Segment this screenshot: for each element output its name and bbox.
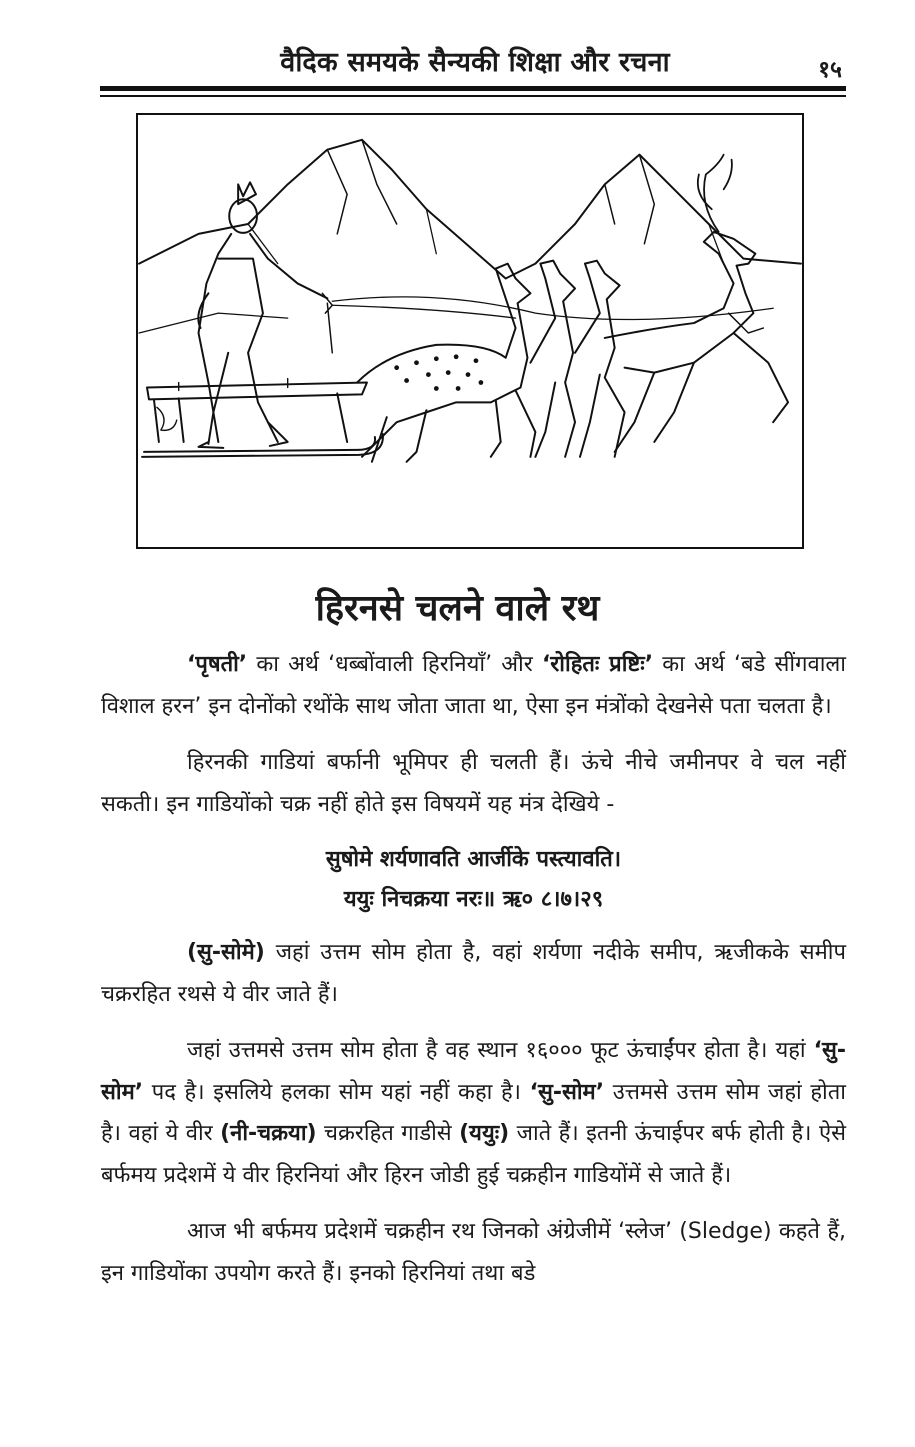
term-rohita-prashti: ‘रोहितः प्रष्टिः’	[541, 652, 654, 677]
verse-line-2: ययुः निचक्रया नरः॥ ऋ० ८।७।२९	[343, 887, 604, 912]
term-su-some: (सु-सोमे)	[187, 940, 265, 965]
paragraph-5	[101, 1211, 846, 1294]
body-text	[101, 644, 846, 1309]
term-prishati: ‘पृषती’	[187, 652, 248, 677]
deer-sledge-illustration	[136, 113, 804, 549]
mountains-illustration	[139, 140, 801, 333]
term-ni-chakraya: (नी-चक्रया)	[220, 1121, 317, 1146]
running-header	[100, 40, 850, 83]
paragraph-3	[101, 932, 846, 1015]
running-title: वैदिक समयके सैन्यकी शिक्षा और रचना	[280, 47, 670, 78]
term-su-soma: ‘सु-सोम’	[101, 1038, 846, 1105]
antlered-stag	[605, 155, 788, 452]
paragraph-text: उत्तमसे उत्तम सोम जहां होता है। वहां ये वीर	[101, 1079, 846, 1146]
paragraph-1	[101, 644, 846, 727]
spotted-deer	[357, 264, 535, 462]
sledge	[142, 379, 383, 457]
paragraph-4	[101, 1030, 846, 1196]
paragraph-text: का अर्थ ‘बडे सींगवाला विशाल हरन’ इन दोनोंको रथोंके साथ जोता जाता था, ऐसा इन मंत्रोंको देखनेसे पता चलता है।	[101, 652, 847, 719]
warrior-figure	[198, 182, 332, 448]
paragraph-text: आज भी बर्फमय प्रदेशमें चक्रहीन रथ जिनको अंग्रेजीमें ‘स्लेज’ (Sledge) कहते हैं, इन गाडियोंका उपयोग करते हैं। इनको हिरनियां तथा बडे	[101, 1219, 846, 1286]
paragraph-text: पद है। इसलिये हलका सोम यहां नहीं कहा है।	[143, 1079, 530, 1105]
paragraph-text: जहां उत्तमसे उत्तम सोम होता है वह स्थान १६००० फूट ऊंचाईंपर होता है। यहां	[187, 1038, 814, 1063]
paragraph-text: चक्ररहित गाडीसे	[316, 1121, 460, 1146]
paragraph-text: जहां उत्तम सोम होता है, वहां शर्यणा नदीके समीप, ऋजीकके समीप चक्ररहित रथसे ये वीर जाते हैं।	[101, 940, 846, 1007]
term-yayuh: (ययुः)	[459, 1121, 510, 1146]
section-heading: हिरनसे चलने वाले रथ	[315, 588, 600, 629]
mantra-verse	[101, 840, 846, 920]
term-su-soma-2: ‘सु-सोम’	[529, 1079, 605, 1105]
paragraph-2	[101, 742, 846, 825]
paragraph-text: हिरनकी गाडियां बर्फानी भूमिपर ही चलती हैं। ऊंचे नीचे जमीनपर वे चल नहीं सकती। इन गाडियोंको चक्र नहीं होते इस विषयमें यह मंत्र देखिये -	[101, 750, 846, 817]
page-number: १५	[818, 57, 842, 83]
header-rule-thin	[100, 95, 846, 97]
verse-line-1: सुषोमे शर्यणावति आर्जीके पस्त्यावति।	[325, 847, 622, 872]
paragraph-text: का अर्थ ‘धब्बोंवाली हिरनियाँ’ और	[247, 652, 542, 677]
header-rule-thick	[100, 86, 846, 91]
paragraph-text: जाते हैं। इतनी ऊंचाईपर बर्फ होती है। ऐसे बर्फमय प्रदेशमें ये वीर हिरनियां और हिरन जोडी हुई चक्रहीन गाडियोंमें से जाते हैं।	[101, 1121, 846, 1188]
